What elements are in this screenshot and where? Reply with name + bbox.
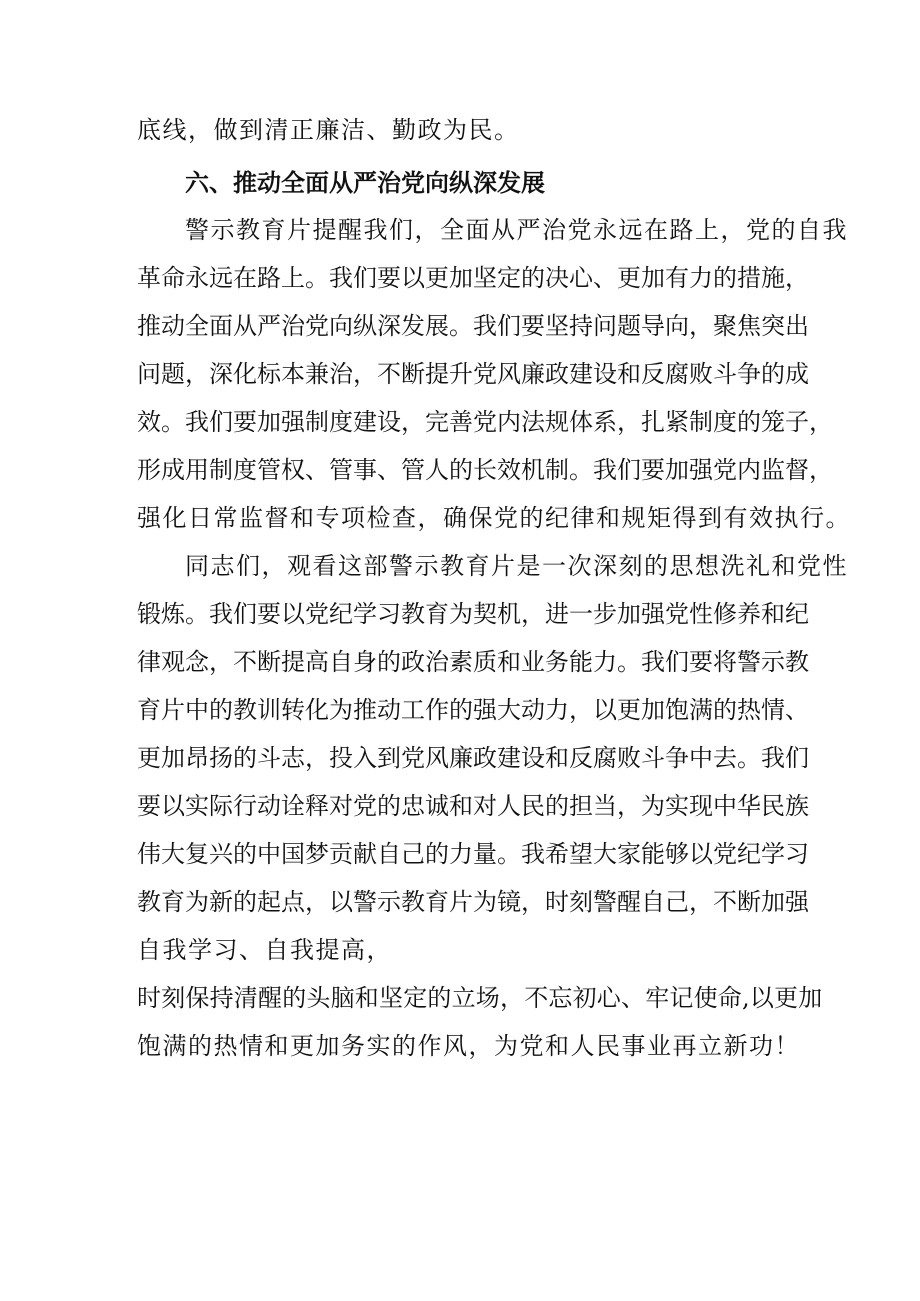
paragraph-2-line-6: 形成用制度管权、管事、管人的长效机制。我们要加强党内监督，	[137, 456, 833, 484]
paragraph-3-line-4: 育片中的教训转化为推动工作的强大动力，以更加饱满的热情、	[137, 696, 809, 724]
paragraph-3-line-9: 自我学习、自我提高，	[137, 936, 392, 964]
paragraph-3-line-2: 锻炼。我们要以党纪学习教育为契机，进一步加强党性修养和纪	[137, 600, 809, 628]
paragraph-2-line-5: 效。我们要加强制度建设，完善党内法规体系，扎紧制度的笼子，	[137, 408, 833, 436]
paragraph-1-line-1: 底线，做到清正廉洁、勤政为民。	[137, 116, 520, 144]
section-heading: 六、推动全面从严治党向纵深发展	[185, 169, 545, 197]
paragraph-2-line-1: 警示教育片提醒我们，全面从严治党永远在路上，党的自我	[185, 216, 848, 244]
paragraph-3-line-1: 同志们，观看这部警示教育片是一次深刻的思想洗礼和党性	[185, 552, 848, 580]
paragraph-3-line-11: 饱满的热情和更加务实的作风，为党和人民事业再立新功！	[137, 1032, 800, 1060]
paragraph-3-line-8: 教育为新的起点，以警示教育片为镜，时刻警醒自己，不断加强	[137, 888, 809, 916]
paragraph-3-line-7: 伟大复兴的中国梦贡献自己的力量。我希望大家能够以党纪学习	[137, 840, 809, 868]
paragraph-2-line-7: 强化日常监督和专项检查，确保党的纪律和规矩得到有效执行。	[137, 504, 851, 532]
paragraph-3-line-5: 更加昂扬的斗志，投入到党风廉政建设和反腐败斗争中去。我们	[137, 744, 809, 772]
paragraph-2-line-3: 推动全面从严治党向纵深发展。我们要坚持问题导向，聚焦突出	[137, 312, 809, 340]
paragraph-2-line-4: 问题，深化标本兼治，不断提升党风廉政建设和反腐败斗争的成	[137, 360, 809, 388]
paragraph-3-line-6: 要以实际行动诠释对党的忠诚和对人民的担当，为实现中华民族	[137, 792, 809, 820]
paragraph-3-line-3: 律观念，不断提高自身的政治素质和业务能力。我们要将警示教	[137, 648, 809, 676]
paragraph-3-line-10: 时刻保持清醒的头脑和坚定的立场，不忘初心、牢记使命,以更加	[137, 984, 823, 1012]
paragraph-2-line-2: 革命永远在路上。我们要以更加坚定的决心、更加有力的措施，	[137, 264, 809, 292]
